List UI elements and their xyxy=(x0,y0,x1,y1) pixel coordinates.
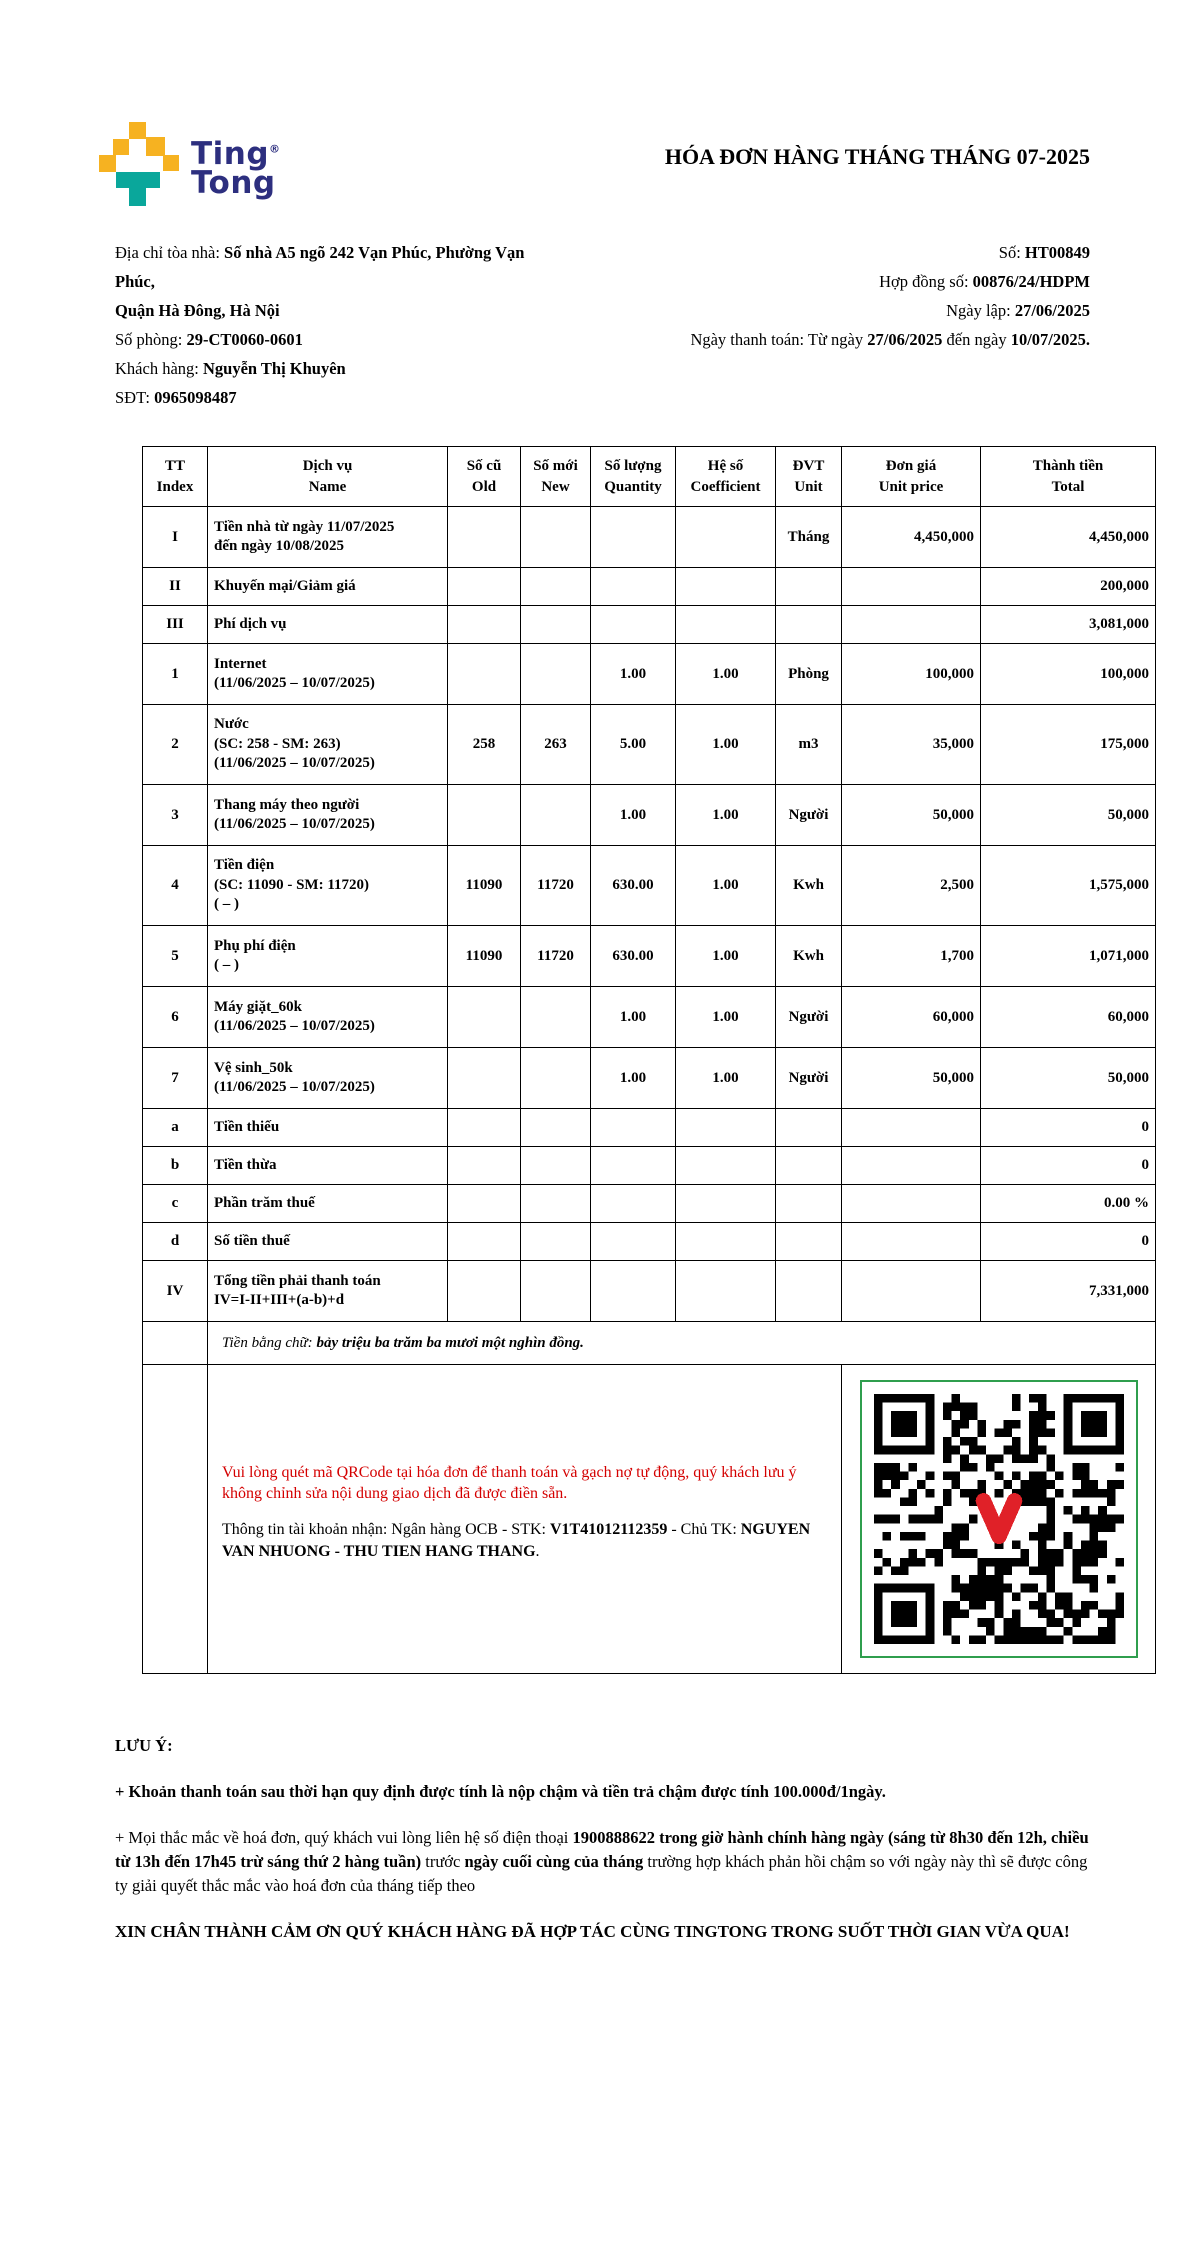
tingtong-logo xyxy=(95,118,281,210)
cell-unit xyxy=(776,1147,842,1185)
cell-index: I xyxy=(143,507,208,568)
cell-new xyxy=(521,507,591,568)
cell-index: c xyxy=(143,1185,208,1223)
column-header: Số mới New xyxy=(521,447,591,507)
cell-unit-price: 2,500 xyxy=(842,846,981,926)
cell-quantity: 630.00 xyxy=(591,846,676,926)
cell-new: 263 xyxy=(521,705,591,785)
footer-notes xyxy=(115,1734,1100,1944)
cell-index: III xyxy=(143,606,208,644)
contract-number: Hợp đồng số: 00876/24/HDPM xyxy=(879,272,1090,291)
cell-service-name: Thang máy theo người (11/06/2025 – 10/07/2025) xyxy=(208,785,448,846)
qr-row xyxy=(143,1365,1156,1674)
cell-index: 6 xyxy=(143,987,208,1048)
cell-unit xyxy=(776,606,842,644)
cell-unit xyxy=(776,1261,842,1322)
cell-unit-price: 60,000 xyxy=(842,987,981,1048)
cell-new xyxy=(521,1109,591,1147)
table-row xyxy=(143,1261,1156,1322)
empty-cell xyxy=(143,1322,208,1365)
cell-new: 11720 xyxy=(521,926,591,987)
cell-coefficient: 1.00 xyxy=(676,987,776,1048)
cell-unit-price: 50,000 xyxy=(842,785,981,846)
qr-code-cell xyxy=(842,1365,1156,1674)
cell-coefficient: 1.00 xyxy=(676,705,776,785)
table-row xyxy=(143,987,1156,1048)
cell-service-name: Phí dịch vụ xyxy=(208,606,448,644)
cell-old xyxy=(448,1261,521,1322)
table-row xyxy=(143,926,1156,987)
table-row xyxy=(143,846,1156,926)
qr-code-image xyxy=(874,1394,1124,1644)
column-header: TT Index xyxy=(143,447,208,507)
amount-in-words-row xyxy=(143,1322,1156,1365)
cell-quantity: 1.00 xyxy=(591,987,676,1048)
cell-total: 1,071,000 xyxy=(981,926,1156,987)
column-header: ĐVT Unit xyxy=(776,447,842,507)
cell-new xyxy=(521,644,591,705)
cell-coefficient: 1.00 xyxy=(676,926,776,987)
column-header: Thành tiền Total xyxy=(981,447,1156,507)
table-row xyxy=(143,1223,1156,1261)
hotline-note: + Mọi thắc mắc về hoá đơn, quý khách vui lòng liên hệ số điện thoại 1900888622 trong giờ hành chính hàng ngày (sáng từ 8h30 đến 12h, chiều từ 13h đến 17h45 trừ sáng thứ 2 hàng tuần) trước ngày cuối cùng của tháng trường hợp khách phản hồi chậm so với ngày này thì sẽ được công ty giải quyết thắc mắc vào hoá đơn của tháng tiếp theo xyxy=(115,1827,1089,1895)
cell-new xyxy=(521,1223,591,1261)
cell-unit-price xyxy=(842,606,981,644)
cell-quantity: 1.00 xyxy=(591,644,676,705)
cell-old xyxy=(448,785,521,846)
cell-index: II xyxy=(143,568,208,606)
issue-date: Ngày lập: 27/06/2025 xyxy=(946,301,1090,320)
room-number: Số phòng: 29-CT0060-0601 xyxy=(115,330,303,349)
cell-unit: Kwh xyxy=(776,846,842,926)
amount-in-words xyxy=(208,1322,1156,1365)
customer-name: Khách hàng: Nguyễn Thị Khuyên xyxy=(115,359,346,378)
cell-unit: Người xyxy=(776,1048,842,1109)
cell-unit xyxy=(776,1109,842,1147)
cell-unit: Người xyxy=(776,785,842,846)
cell-index: 1 xyxy=(143,644,208,705)
cell-unit-price xyxy=(842,1223,981,1261)
cell-old xyxy=(448,568,521,606)
cell-old xyxy=(448,1147,521,1185)
cell-old xyxy=(448,1185,521,1223)
cell-old xyxy=(448,1223,521,1261)
table-row xyxy=(143,606,1156,644)
table-body xyxy=(143,507,1156,1322)
cell-total: 3,081,000 xyxy=(981,606,1156,644)
table-row xyxy=(143,785,1156,846)
amount-in-words-value: bảy triệu ba trăm ba mươi một nghìn đồng. xyxy=(316,1334,584,1351)
empty-cell xyxy=(143,1365,208,1674)
table-row xyxy=(143,705,1156,785)
charges-table xyxy=(142,446,1156,1674)
cell-new: 11720 xyxy=(521,846,591,926)
table-row xyxy=(143,1147,1156,1185)
cell-index: 7 xyxy=(143,1048,208,1109)
cell-quantity xyxy=(591,568,676,606)
cell-coefficient xyxy=(676,1223,776,1261)
cell-total: 4,450,000 xyxy=(981,507,1156,568)
cell-total: 0.00 % xyxy=(981,1185,1156,1223)
cell-coefficient xyxy=(676,1109,776,1147)
invoice-info xyxy=(115,238,1090,412)
cell-quantity xyxy=(591,507,676,568)
amount-in-words-label: Tiền bằng chữ: xyxy=(222,1334,317,1351)
cell-new xyxy=(521,987,591,1048)
cell-unit-price xyxy=(842,1185,981,1223)
cell-index: a xyxy=(143,1109,208,1147)
cell-old xyxy=(448,606,521,644)
cell-unit: Người xyxy=(776,987,842,1048)
cell-old: 11090 xyxy=(448,926,521,987)
table-row xyxy=(143,507,1156,568)
cell-service-name: Số tiền thuế xyxy=(208,1223,448,1261)
cell-service-name: Máy giặt_60k (11/06/2025 – 10/07/2025) xyxy=(208,987,448,1048)
cell-service-name: Nước (SC: 258 - SM: 263) (11/06/2025 – 10/07/2025) xyxy=(208,705,448,785)
cell-total: 100,000 xyxy=(981,644,1156,705)
cell-quantity: 1.00 xyxy=(591,785,676,846)
cell-new xyxy=(521,785,591,846)
qr-code xyxy=(860,1380,1138,1658)
cell-service-name: Tiền điện (SC: 11090 - SM: 11720) ( – ) xyxy=(208,846,448,926)
cell-quantity xyxy=(591,1109,676,1147)
building-address: Địa chỉ tòa nhà: Số nhà A5 ngõ 242 Vạn Phúc, Phường Vạn Phúc, xyxy=(115,243,525,291)
cell-coefficient: 1.00 xyxy=(676,1048,776,1109)
cell-service-name: Phụ phí điện ( – ) xyxy=(208,926,448,987)
qr-instruction-text: Vui lòng quét mã QRCode tại hóa đơn để thanh toán và gạch nợ tự động, quý khách lưu ý không chỉnh sửa nội dung giao dịch đã được điền sẵn. xyxy=(222,1463,797,1503)
tingtong-logo-text: Ting® Tong xyxy=(191,136,281,202)
cell-total: 0 xyxy=(981,1223,1156,1261)
cell-unit-price: 1,700 xyxy=(842,926,981,987)
cell-service-name: Tiền thừa xyxy=(208,1147,448,1185)
cell-unit-price: 50,000 xyxy=(842,1048,981,1109)
cell-coefficient xyxy=(676,606,776,644)
cell-unit-price xyxy=(842,1147,981,1185)
building-address-line2: Quận Hà Đông, Hà Nội xyxy=(115,301,280,320)
cell-quantity xyxy=(591,606,676,644)
cell-index: 3 xyxy=(143,785,208,846)
cell-quantity xyxy=(591,1223,676,1261)
table-row xyxy=(143,568,1156,606)
cell-quantity: 1.00 xyxy=(591,1048,676,1109)
cell-total: 0 xyxy=(981,1109,1156,1147)
bank-account-info: Thông tin tài khoản nhận: Ngân hàng OCB - STK: V1T41012112359 - Chủ TK: NGUYEN VAN NHUONG - THU TIEN HANG THANG. xyxy=(222,1521,811,1560)
column-header: Dịch vụ Name xyxy=(208,447,448,507)
cell-total: 50,000 xyxy=(981,785,1156,846)
cell-service-name: Tiền thiếu xyxy=(208,1109,448,1147)
cell-new xyxy=(521,1048,591,1109)
cell-index: IV xyxy=(143,1261,208,1322)
info-left xyxy=(115,238,565,412)
cell-coefficient: 1.00 xyxy=(676,644,776,705)
table-row xyxy=(143,1185,1156,1223)
cell-service-name: Phần trăm thuế xyxy=(208,1185,448,1223)
info-right xyxy=(565,238,1090,412)
cell-coefficient xyxy=(676,568,776,606)
cell-total: 200,000 xyxy=(981,568,1156,606)
column-header: Đơn giá Unit price xyxy=(842,447,981,507)
cell-index: d xyxy=(143,1223,208,1261)
cell-unit-price: 35,000 xyxy=(842,705,981,785)
cell-index: 4 xyxy=(143,846,208,926)
cell-coefficient: 1.00 xyxy=(676,846,776,926)
cell-old xyxy=(448,1048,521,1109)
cell-service-name: Tiền nhà từ ngày 11/07/2025 đến ngày 10/08/2025 xyxy=(208,507,448,568)
cell-unit-price xyxy=(842,1109,981,1147)
cell-old: 258 xyxy=(448,705,521,785)
cell-coefficient xyxy=(676,1185,776,1223)
cell-unit xyxy=(776,568,842,606)
table-row xyxy=(143,1048,1156,1109)
table-row xyxy=(143,1109,1156,1147)
cell-old xyxy=(448,644,521,705)
cell-service-name: Khuyến mại/Giảm giá xyxy=(208,568,448,606)
table-header-row xyxy=(143,447,1156,507)
cell-new xyxy=(521,1185,591,1223)
cell-unit xyxy=(776,1223,842,1261)
invoice-title: HÓA ĐƠN HÀNG THÁNG THÁNG 07-2025 xyxy=(664,144,1090,169)
payment-instructions xyxy=(208,1365,842,1674)
cell-unit-price: 4,450,000 xyxy=(842,507,981,568)
payment-period: Ngày thanh toán: Từ ngày 27/06/2025 đến ngày 10/07/2025. xyxy=(690,330,1090,349)
cell-total: 7,331,000 xyxy=(981,1261,1156,1322)
tingtong-logo-icon xyxy=(95,118,181,210)
cell-coefficient xyxy=(676,1261,776,1322)
thanks-message: XIN CHÂN THÀNH CẢM ƠN QUÝ KHÁCH HÀNG ĐÃ HỢP TÁC CÙNG TINGTONG TRONG SUỐT THỜI GIAN VỪA QUA! xyxy=(115,1921,1070,1941)
cell-new xyxy=(521,606,591,644)
column-header: Số cũ Old xyxy=(448,447,521,507)
cell-total: 0 xyxy=(981,1147,1156,1185)
invoice-number: Số: HT00849 xyxy=(998,243,1090,262)
cell-index: b xyxy=(143,1147,208,1185)
late-payment-note: + Khoản thanh toán sau thời hạn quy định được tính là nộp chậm và tiền trả chậm được tính 100.000đ/1ngày. xyxy=(115,1781,886,1801)
cell-coefficient xyxy=(676,1147,776,1185)
cell-unit-price: 100,000 xyxy=(842,644,981,705)
cell-unit: Tháng xyxy=(776,507,842,568)
cell-service-name: Tổng tiền phải thanh toán IV=I-II+III+(a-b)+d xyxy=(208,1261,448,1322)
cell-new xyxy=(521,568,591,606)
invoice-header xyxy=(95,118,1090,210)
cell-unit xyxy=(776,1185,842,1223)
cell-total: 1,575,000 xyxy=(981,846,1156,926)
cell-coefficient: 1.00 xyxy=(676,785,776,846)
cell-service-name: Vệ sinh_50k (11/06/2025 – 10/07/2025) xyxy=(208,1048,448,1109)
cell-unit: m3 xyxy=(776,705,842,785)
cell-quantity xyxy=(591,1261,676,1322)
cell-new xyxy=(521,1147,591,1185)
cell-index: 5 xyxy=(143,926,208,987)
cell-unit-price xyxy=(842,568,981,606)
cell-coefficient xyxy=(676,507,776,568)
cell-total: 60,000 xyxy=(981,987,1156,1048)
cell-unit-price xyxy=(842,1261,981,1322)
cell-old: 11090 xyxy=(448,846,521,926)
cell-old xyxy=(448,1109,521,1147)
cell-quantity: 630.00 xyxy=(591,926,676,987)
notes-heading: LƯU Ý: xyxy=(115,1736,173,1755)
cell-quantity: 5.00 xyxy=(591,705,676,785)
cell-old xyxy=(448,507,521,568)
cell-service-name: Internet (11/06/2025 – 10/07/2025) xyxy=(208,644,448,705)
cell-total: 175,000 xyxy=(981,705,1156,785)
cell-quantity xyxy=(591,1185,676,1223)
column-header: Hệ số Coefficient xyxy=(676,447,776,507)
cell-index: 2 xyxy=(143,705,208,785)
cell-total: 50,000 xyxy=(981,1048,1156,1109)
cell-unit: Phòng xyxy=(776,644,842,705)
customer-phone: SĐT: 0965098487 xyxy=(115,388,237,407)
cell-quantity xyxy=(591,1147,676,1185)
cell-old xyxy=(448,987,521,1048)
cell-new xyxy=(521,1261,591,1322)
column-header: Số lượng Quantity xyxy=(591,447,676,507)
cell-unit: Kwh xyxy=(776,926,842,987)
table-row xyxy=(143,644,1156,705)
